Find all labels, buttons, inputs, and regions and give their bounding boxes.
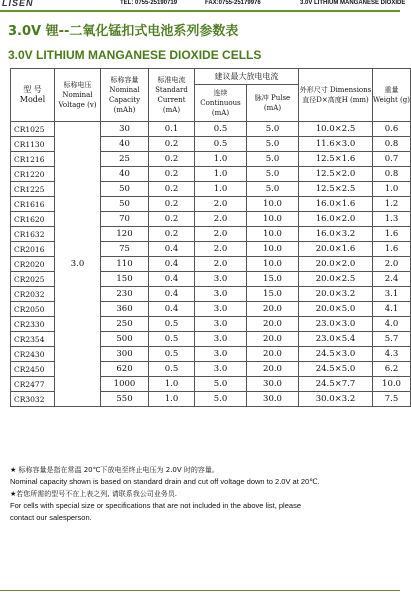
cell-model: CR1616 bbox=[11, 197, 55, 212]
cell-current: 0.5 bbox=[149, 362, 195, 377]
cell-capacity: 300 bbox=[101, 347, 149, 362]
cell-pulse: 30.0 bbox=[247, 377, 299, 392]
cell-weight: 0.6 bbox=[373, 122, 411, 137]
cell-continuous: 3.0 bbox=[195, 347, 247, 362]
cell-model: CR2354 bbox=[11, 332, 55, 347]
col-dimensions: 外形尺寸 Dimensions 直径D×高度H (mm) bbox=[299, 69, 373, 122]
note-2-en-cont: contact our salesperson. bbox=[10, 513, 92, 522]
cell-model: CR2450 bbox=[11, 362, 55, 377]
cell-current: 0.5 bbox=[149, 317, 195, 332]
cell-continuous: 3.0 bbox=[195, 302, 247, 317]
cell-model: CR1216 bbox=[11, 152, 55, 167]
col-capacity: 标称容量 Nominal Capacity (mAh) bbox=[101, 69, 149, 122]
cell-current: 0.5 bbox=[149, 347, 195, 362]
cell-capacity: 25 bbox=[101, 152, 149, 167]
cell-continuous: 2.0 bbox=[195, 197, 247, 212]
cell-dimensions: 16.0×1.6 bbox=[299, 197, 373, 212]
cell-current: 1.0 bbox=[149, 392, 195, 407]
cell-weight: 0.7 bbox=[373, 152, 411, 167]
cell-model: CR1220 bbox=[11, 167, 55, 182]
cell-capacity: 120 bbox=[101, 227, 149, 242]
cell-continuous: 3.0 bbox=[195, 287, 247, 302]
cell-pulse: 10.0 bbox=[247, 227, 299, 242]
cell-current: 0.4 bbox=[149, 272, 195, 287]
cell-current: 0.2 bbox=[149, 197, 195, 212]
cell-continuous: 5.0 bbox=[195, 377, 247, 392]
cell-weight: 7.5 bbox=[373, 392, 411, 407]
note-2-en: For cells with special size or specifications that are not included in the above list, please bbox=[10, 501, 301, 510]
cell-model: CR2016 bbox=[11, 242, 55, 257]
col-voltage: 标称电压 Nominal Voltage (v) bbox=[55, 69, 101, 122]
cell-capacity: 500 bbox=[101, 332, 149, 347]
cell-pulse: 15.0 bbox=[247, 272, 299, 287]
cell-dimensions: 12.5×2.5 bbox=[299, 182, 373, 197]
cell-dimensions: 20.0×5.0 bbox=[299, 302, 373, 317]
header-tel: TEL: 0755-25190719 bbox=[120, 0, 178, 6]
cell-model: CR1025 bbox=[11, 122, 55, 137]
cell-voltage: 3.0 bbox=[55, 122, 101, 407]
cell-capacity: 70 bbox=[101, 212, 149, 227]
cell-model: CR1632 bbox=[11, 227, 55, 242]
cell-weight: 3.1 bbox=[373, 287, 411, 302]
cell-dimensions: 30.0×3.2 bbox=[299, 392, 373, 407]
cell-pulse: 5.0 bbox=[247, 137, 299, 152]
cell-current: 0.1 bbox=[149, 122, 195, 137]
cell-current: 0.2 bbox=[149, 167, 195, 182]
cell-pulse: 30.0 bbox=[247, 392, 299, 407]
cell-continuous: 3.0 bbox=[195, 362, 247, 377]
cell-capacity: 550 bbox=[101, 392, 149, 407]
cell-continuous: 3.0 bbox=[195, 332, 247, 347]
col-model: 型 号 Model bbox=[11, 69, 55, 122]
cell-weight: 1.3 bbox=[373, 212, 411, 227]
notes-section bbox=[10, 464, 395, 524]
cell-pulse: 10.0 bbox=[247, 242, 299, 257]
cell-pulse: 20.0 bbox=[247, 362, 299, 377]
cell-dimensions: 23.0×3.0 bbox=[299, 317, 373, 332]
cell-model: CR1620 bbox=[11, 212, 55, 227]
cell-weight: 1.6 bbox=[373, 242, 411, 257]
cell-capacity: 50 bbox=[101, 182, 149, 197]
cell-model: CR2477 bbox=[11, 377, 55, 392]
cell-pulse: 20.0 bbox=[247, 332, 299, 347]
col-weight: 重量 Weight (g) bbox=[373, 69, 411, 122]
cell-current: 0.4 bbox=[149, 257, 195, 272]
cell-model: CR1225 bbox=[11, 182, 55, 197]
cell-model: CR2020 bbox=[11, 257, 55, 272]
cell-current: 0.4 bbox=[149, 287, 195, 302]
cell-continuous: 2.0 bbox=[195, 227, 247, 242]
cell-dimensions: 20.0×1.6 bbox=[299, 242, 373, 257]
cell-weight: 2.4 bbox=[373, 272, 411, 287]
cell-current: 0.2 bbox=[149, 152, 195, 167]
header-section: 3.0V LITHIUM MANGANESE DIOXIDE bbox=[300, 0, 406, 6]
cell-pulse: 10.0 bbox=[247, 257, 299, 272]
cell-model: CR2050 bbox=[11, 302, 55, 317]
cell-dimensions: 20.0×2.5 bbox=[299, 272, 373, 287]
cell-dimensions: 20.0×3.2 bbox=[299, 287, 373, 302]
col-pulse: 脉冲 Pulse (mA) bbox=[247, 85, 299, 122]
cell-continuous: 5.0 bbox=[195, 392, 247, 407]
cell-pulse: 20.0 bbox=[247, 302, 299, 317]
cell-pulse: 20.0 bbox=[247, 347, 299, 362]
cell-pulse: 20.0 bbox=[247, 317, 299, 332]
page-title-cn: 3.0V 锂--二氧化锰扣式电池系列参数表 bbox=[8, 24, 239, 39]
cell-current: 0.2 bbox=[149, 182, 195, 197]
spec-table bbox=[10, 68, 411, 407]
cell-capacity: 50 bbox=[101, 197, 149, 212]
cell-continuous: 2.0 bbox=[195, 212, 247, 227]
cell-capacity: 1000 bbox=[101, 377, 149, 392]
cell-weight: 1.6 bbox=[373, 227, 411, 242]
cell-model: CR2032 bbox=[11, 287, 55, 302]
cell-continuous: 0.5 bbox=[195, 122, 247, 137]
cell-current: 0.2 bbox=[149, 212, 195, 227]
col-max-discharge: 建议最大放电电流 bbox=[195, 69, 299, 85]
cell-capacity: 30 bbox=[101, 122, 149, 137]
cell-weight: 10.0 bbox=[373, 377, 411, 392]
cell-pulse: 5.0 bbox=[247, 167, 299, 182]
cell-capacity: 40 bbox=[101, 137, 149, 152]
cell-continuous: 0.5 bbox=[195, 137, 247, 152]
page-title-en: 3.0V LITHIUM MANGANESE DIOXIDE CELLS bbox=[8, 48, 262, 62]
cell-weight: 1.0 bbox=[373, 182, 411, 197]
cell-dimensions: 12.5×2.0 bbox=[299, 167, 373, 182]
table-row bbox=[11, 122, 411, 137]
cell-current: 0.2 bbox=[149, 137, 195, 152]
cell-weight: 0.8 bbox=[373, 137, 411, 152]
cell-weight: 4.3 bbox=[373, 347, 411, 362]
note-1-cn: ★ 标称容量是指在常温 20℃下放电至终止电压为 2.0V 时的容量。 bbox=[10, 466, 219, 474]
cell-continuous: 1.0 bbox=[195, 167, 247, 182]
cell-dimensions: 23.0×5.4 bbox=[299, 332, 373, 347]
cell-pulse: 10.0 bbox=[247, 197, 299, 212]
cell-weight: 1.2 bbox=[373, 197, 411, 212]
cell-continuous: 2.0 bbox=[195, 242, 247, 257]
cell-continuous: 3.0 bbox=[195, 272, 247, 287]
cell-dimensions: 24.5×5.0 bbox=[299, 362, 373, 377]
cell-capacity: 620 bbox=[101, 362, 149, 377]
cell-current: 0.4 bbox=[149, 242, 195, 257]
cell-capacity: 360 bbox=[101, 302, 149, 317]
cell-continuous: 3.0 bbox=[195, 317, 247, 332]
cell-model: CR2330 bbox=[11, 317, 55, 332]
cell-dimensions: 20.0×2.0 bbox=[299, 257, 373, 272]
cell-capacity: 230 bbox=[101, 287, 149, 302]
header-bar bbox=[0, 0, 406, 8]
cell-current: 1.0 bbox=[149, 377, 195, 392]
cell-model: CR2430 bbox=[11, 347, 55, 362]
cell-capacity: 110 bbox=[101, 257, 149, 272]
cell-dimensions: 24.5×7.7 bbox=[299, 377, 373, 392]
cell-capacity: 150 bbox=[101, 272, 149, 287]
cell-capacity: 250 bbox=[101, 317, 149, 332]
cell-current: 0.4 bbox=[149, 302, 195, 317]
cell-pulse: 5.0 bbox=[247, 122, 299, 137]
cell-weight: 0.8 bbox=[373, 167, 411, 182]
cell-continuous: 2.0 bbox=[195, 257, 247, 272]
cell-weight: 2.0 bbox=[373, 257, 411, 272]
cell-pulse: 15.0 bbox=[247, 287, 299, 302]
cell-pulse: 5.0 bbox=[247, 152, 299, 167]
cell-pulse: 5.0 bbox=[247, 182, 299, 197]
cell-dimensions: 24.5×3.0 bbox=[299, 347, 373, 362]
cell-dimensions: 10.0×2.5 bbox=[299, 122, 373, 137]
cell-continuous: 1.0 bbox=[195, 182, 247, 197]
cell-weight: 6.2 bbox=[373, 362, 411, 377]
cell-capacity: 40 bbox=[101, 167, 149, 182]
cell-continuous: 1.0 bbox=[195, 152, 247, 167]
footer-divider bbox=[0, 590, 400, 591]
header-divider bbox=[0, 10, 400, 12]
cell-dimensions: 16.0×2.0 bbox=[299, 212, 373, 227]
cell-current: 0.5 bbox=[149, 332, 195, 347]
col-current: 标准电流 Standard Current (mA) bbox=[149, 69, 195, 122]
note-2-cn: ★若您所需的型号不在上表之列, 请联系我公司业务员. bbox=[10, 490, 177, 498]
cell-model: CR2025 bbox=[11, 272, 55, 287]
cell-current: 0.2 bbox=[149, 227, 195, 242]
cell-dimensions: 12.5×1.6 bbox=[299, 152, 373, 167]
note-1-en: Nominal capacity shown is based on standard drain and cut off voltage down to 2.0V at 20℃. bbox=[10, 477, 320, 486]
cell-pulse: 10.0 bbox=[247, 212, 299, 227]
cell-dimensions: 16.0×3.2 bbox=[299, 227, 373, 242]
cell-weight: 4.1 bbox=[373, 302, 411, 317]
header-fax: FAX:0755-25179976 bbox=[205, 0, 261, 6]
company-logo: LISEN bbox=[2, 0, 34, 8]
cell-weight: 4.0 bbox=[373, 317, 411, 332]
cell-model: CR3032 bbox=[11, 392, 55, 407]
cell-dimensions: 11.6×3.0 bbox=[299, 137, 373, 152]
cell-model: CR1130 bbox=[11, 137, 55, 152]
col-continuous: 连续 Continuous (mA) bbox=[195, 85, 247, 122]
cell-weight: 5.7 bbox=[373, 332, 411, 347]
cell-capacity: 75 bbox=[101, 242, 149, 257]
